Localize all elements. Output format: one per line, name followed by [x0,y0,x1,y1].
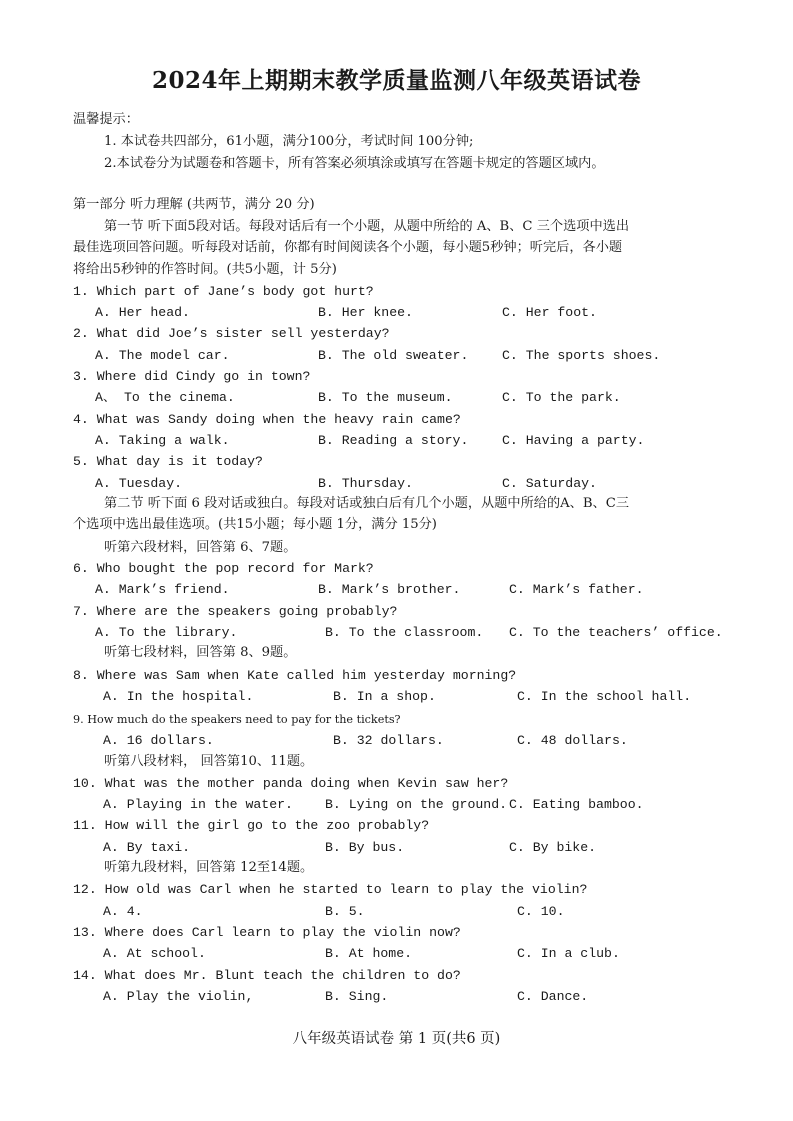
sec1-line-2: 最佳选项回答问题。听每段对话前，你都有时间阅读各个小题，每小题5秒钟；听完后，各小题 [73,240,623,255]
q10-option-b: B. Lying on the ground. [325,797,508,812]
q8-option-c: C. In the school hall. [517,689,692,704]
question-2: 2. What did Joe’s sister sell yesterday? [73,326,390,341]
question-11: 11. How will the girl go to the zoo probably? [73,818,430,833]
q6-option-b: B. Mark’s brother. [318,582,461,597]
sec2-line-2: 个选项中选出最佳选项。(共15小题；每小题 1分，满分 15分) [73,517,437,532]
q8-option-a: A. In the hospital. [103,689,254,704]
q5-option-c: C. Saturday. [502,476,597,491]
material-7-note: 听第七段材料，回答第 8、9题。 [104,645,297,660]
question-9: 9. How much do the speakers need to pay for the tickets? [73,713,401,726]
q6-option-a: A. Mark’s friend. [95,582,230,597]
q10-option-c: C. Eating bamboo. [509,797,644,812]
q4-option-c: C. Having a party. [502,433,645,448]
q13-option-c: C. In a club. [517,946,620,961]
q2-option-c: C. The sports shoes. [502,348,661,363]
tips-line-1: 1. 本试卷共四部分，61小题，满分100分，考试时间 100分钟; [104,134,474,149]
q14-option-a: A. Play the violin, [103,989,254,1004]
q7-option-a: A. To the library. [95,625,238,640]
q14-option-c: C. Dance. [517,989,589,1004]
q9-option-c: C. 48 dollars. [517,733,628,748]
q13-option-a: A. At school. [103,946,206,961]
q1-option-c: C. Her foot. [502,305,597,320]
q10-option-a: A. Playing in the water. [103,797,293,812]
page-footer: 八年级英语试卷 第 1 页(共6 页) [292,1031,501,1047]
material-6-note: 听第六段材料，回答第 6、7题。 [104,540,297,555]
q12-option-b: B. 5. [325,904,365,919]
question-7: 7. Where are the speakers going probably? [73,604,398,619]
sec1-line-3: 将给出5秒钟的作答时间。(共5小题，计 5分) [73,262,337,277]
question-12: 12. How old was Carl when he started to learn to play the violin? [73,882,588,897]
q7-option-c: C. To the teachers’ office. [509,625,723,640]
sec2-line-1: 第二节 听下面 6 段对话或独白。每段对话或独白后有几个小题，从题中所给的A、B、C三 [104,496,630,511]
question-14: 14. What does Mr. Blunt teach the children to do? [73,968,461,983]
q9-option-a: A. 16 dollars. [103,733,214,748]
question-5: 5. What day is it today? [73,454,263,469]
q2-option-a: A. The model car. [95,348,230,363]
question-3: 3. Where did Cindy go in town? [73,369,311,384]
q3-option-c: C. To the park. [502,390,621,405]
material-9-note: 听第九段材料，回答第 12至14题。 [104,860,314,875]
question-4: 4. What was Sandy doing when the heavy rain came? [73,412,461,427]
q9-option-b: B. 32 dollars. [333,733,444,748]
q11-option-a: A. By taxi. [103,840,191,855]
question-8: 8. Where was Sam when Kate called him yesterday morning? [73,668,517,683]
q3-option-b: B. To the museum. [318,390,453,405]
q5-option-a: A. Tuesday. [95,476,183,491]
q5-option-b: B. Thursday. [318,476,413,491]
question-6: 6. Who bought the pop record for Mark? [73,561,374,576]
q12-option-a: A. 4. [103,904,143,919]
question-13: 13. Where does Carl learn to play the violin now? [73,925,461,940]
sec1-line-1: 第一节 听下面5段对话。每段对话后有一个小题，从题中所给的 A、B、C 三个选项中选出 [104,219,630,234]
q7-option-b: B. To the classroom. [325,625,484,640]
q13-option-b: B. At home. [325,946,413,961]
question-10: 10. What was the mother panda doing when Kevin saw her? [73,776,509,791]
tips-line-2: 2.本试卷分为试题卷和答题卡，所有答案必须填涂或填写在答题卡规定的答题区域内。 [104,156,605,171]
page-title: 2024年上期期末教学质量监测八年级英语试卷 [151,67,641,94]
q1-option-b: B. Her knee. [318,305,413,320]
q12-option-c: C. 10. [517,904,565,919]
part1-heading: 第一部分 听力理解 (共两节，满分 20 分) [73,197,315,212]
question-1: 1. Which part of Jane’s body got hurt? [73,284,374,299]
q8-option-b: B. In a shop. [333,689,436,704]
q1-option-a: A. Her head. [95,305,190,320]
q4-option-b: B. Reading a story. [318,433,469,448]
material-8-note: 听第八段材料， 回答第10、11题。 [104,754,314,769]
q11-option-b: B. By bus. [325,840,405,855]
q14-option-b: B. Sing. [325,989,389,1004]
q3-option-a: A、 To the cinema. [95,390,235,405]
q6-option-c: C. Mark’s father. [509,582,644,597]
tips-heading: 温馨提示： [73,112,139,127]
q2-option-b: B. The old sweater. [318,348,469,363]
q11-option-c: C. By bike. [509,840,597,855]
q4-option-a: A. Taking a walk. [95,433,230,448]
